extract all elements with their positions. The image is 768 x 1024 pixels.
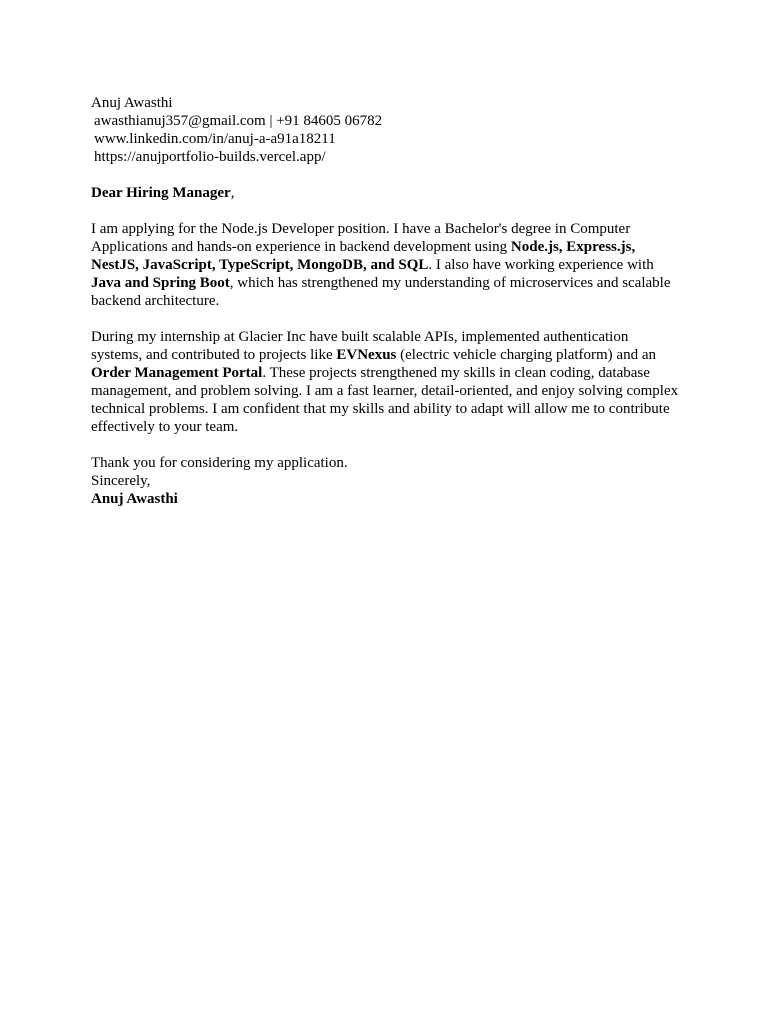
- project-order-portal: Order Management Portal: [91, 365, 263, 381]
- java-spring: Java and Spring Boot: [91, 275, 230, 291]
- spacer: [91, 436, 681, 454]
- spacer: [91, 166, 681, 184]
- linkedin-url: www.linkedin.com/in/anuj-a-a91a18211: [94, 131, 336, 147]
- signature: Anuj Awasthi: [91, 491, 178, 507]
- paragraph-1-text-2: . I also have working experience with: [428, 257, 654, 273]
- greeting: [91, 184, 681, 202]
- paragraph-2-text-2: (electric vehicle charging platform) and an: [396, 347, 656, 363]
- body-paragraph-2: [91, 328, 681, 436]
- project-evnexus: EVNexus: [336, 347, 397, 363]
- email-phone-line: awasthianuj357@gmail.com | +91 84605 06782: [94, 113, 383, 129]
- sender-name: Anuj Awasthi: [91, 95, 173, 111]
- body-paragraph-1: [91, 220, 681, 310]
- paragraph-2-text-3: . These projects strengthened my skills in clean coding, database management, and problem solving. I am a fast learner, detail-oriented, and enjoy solving complex technical problems. I am confident that my skills and ability to adapt will allow me to contribute effectively to your team.: [91, 365, 679, 435]
- paragraph-1-text-1: I am applying for the Node.js Developer position. I have a Bachelor's degree in Computer Applications and hands-on experience in backend development using: [91, 221, 631, 255]
- salutation: Dear Hiring Manager: [91, 185, 231, 201]
- tech-stack: Node.js, Express.js, NestJS, JavaScript, TypeScript, MongoDB, and SQL: [91, 239, 636, 273]
- cover-letter: [91, 94, 681, 508]
- spacer: [91, 310, 681, 328]
- salutation-punct: ,: [230, 185, 235, 201]
- spacer: [91, 202, 681, 220]
- portfolio-url: https://anujportfolio-builds.vercel.app/: [94, 149, 326, 165]
- paragraph-2-text-1: During my internship at Glacier Inc have built scalable APIs, implemented authentication systems, and contributed to projects like: [91, 329, 629, 363]
- paragraph-1-text-3: , which has strengthened my understanding of microservices and scalable backend architecture.: [91, 275, 671, 309]
- thanks-line: Thank you for considering my application.: [91, 455, 348, 471]
- sincerely-line: Sincerely,: [91, 473, 151, 489]
